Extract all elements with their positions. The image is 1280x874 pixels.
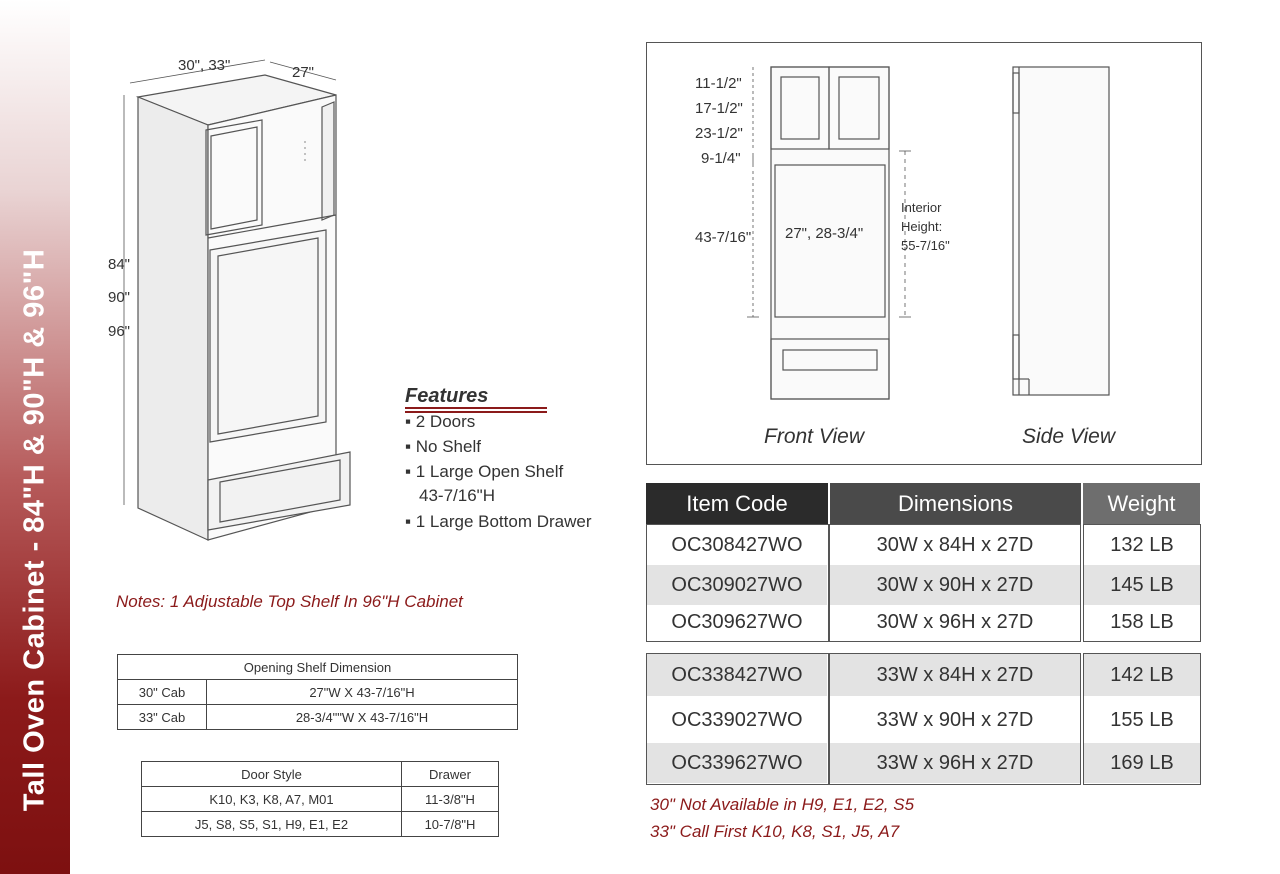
cab-size: 33" Cab <box>118 705 207 730</box>
elevation-views <box>646 42 1202 465</box>
table-row <box>118 705 518 730</box>
page-title: Tall Oven Cabinet - 84"H & 90"H & 96"H <box>18 248 51 812</box>
cabinet-iso-drawing <box>100 50 370 550</box>
dim-9-1-4: 9-1/4" <box>701 150 741 167</box>
item-dimensions: 30W x 90H x 27D <box>830 565 1080 605</box>
item-code: OC309027WO <box>647 565 827 605</box>
dim-23-1-2: 23-1/2" <box>695 125 743 142</box>
feature-item: 43-7/16"H <box>419 486 495 505</box>
item-weight: 132 LB <box>1110 533 1174 556</box>
column-header: Drawer <box>402 762 499 787</box>
door-style-table <box>141 761 499 837</box>
item-dimensions: 33W x 84H x 27D <box>830 654 1080 696</box>
item-dimensions: 30W x 96H x 27D <box>876 610 1034 633</box>
cab-size: 30" Cab <box>118 680 207 705</box>
feature-item: ▪ 1 Large Open Shelf <box>405 462 564 481</box>
dim-17-1-2: 17-1/2" <box>695 100 743 117</box>
opening-width-dimension: 27", 28-3/4" <box>785 225 864 242</box>
drawer-height: 10-7/8"H <box>402 812 499 837</box>
item-weight: 169 LB <box>1084 743 1200 783</box>
height-84: 84" <box>108 256 131 273</box>
item-weight: 145 LB <box>1084 565 1200 605</box>
feature-item: ▪ 1 Large Bottom Drawer <box>405 512 592 531</box>
item-weight: 142 LB <box>1084 654 1200 696</box>
interior-height-label: Interior Height: 55-7/16" <box>901 200 950 253</box>
dim-43-7-16: 43-7/16" <box>695 229 752 246</box>
features-rule <box>405 407 547 409</box>
table-row <box>142 787 499 812</box>
item-dimensions: 30W x 84H x 27D <box>876 533 1034 556</box>
table-header-row <box>142 762 499 787</box>
availability-note-30: 30" Not Available in H9, E1, E2, S5 <box>650 795 915 814</box>
table-row <box>142 812 499 837</box>
column-header-weight: Weight <box>1083 483 1200 524</box>
notes-text: Notes: 1 Adjustable Top Shelf In 96"H Cabinet <box>116 592 463 611</box>
front-view-label: Front View <box>764 425 864 448</box>
column-header-dimensions: Dimensions <box>830 483 1081 524</box>
item-code: OC339027WO <box>671 708 803 731</box>
door-styles: K10, K3, K8, A7, M01 <box>142 787 402 812</box>
features-block <box>405 385 635 531</box>
item-weight: 158 LB <box>1110 610 1174 633</box>
door-styles: J5, S8, S5, S1, H9, E1, E2 <box>142 812 402 837</box>
features-title: Features <box>405 385 489 407</box>
height-96: 96" <box>108 323 131 340</box>
width-dimension: 30", 33" <box>178 57 231 74</box>
item-weight: 155 LB <box>1110 708 1174 731</box>
availability-note-33: 33" Call First K10, K8, S1, J5, A7 <box>650 822 900 841</box>
dim-11-1-2: 11-1/2" <box>695 75 742 92</box>
drawer-height: 11-3/8"H <box>402 787 499 812</box>
item-code: OC338427WO <box>647 654 827 696</box>
item-code: OC308427WO <box>671 533 803 556</box>
item-dimensions: 33W x 90H x 27D <box>876 708 1034 731</box>
side-view-label: Side View <box>1022 425 1116 448</box>
item-dimensions: 33W x 96H x 27D <box>830 743 1080 783</box>
feature-item: ▪ No Shelf <box>405 437 481 456</box>
item-code: OC339627WO <box>647 743 827 783</box>
depth-dimension: 27" <box>292 64 315 81</box>
opening-dimension: 28-3/4""W X 43-7/16"H <box>207 705 518 730</box>
column-header: Door Style <box>142 762 402 787</box>
item-code: OC309627WO <box>671 610 803 633</box>
table-header: Opening Shelf Dimension <box>118 655 518 680</box>
height-90: 90" <box>108 289 131 306</box>
feature-item: ▪ 2 Doors <box>405 412 476 431</box>
table-row <box>118 680 518 705</box>
column-header-item-code: Item Code <box>646 483 828 524</box>
opening-dimension: 27"W X 43-7/16"H <box>207 680 518 705</box>
sidebar-banner <box>0 0 70 874</box>
opening-shelf-table <box>117 654 518 730</box>
